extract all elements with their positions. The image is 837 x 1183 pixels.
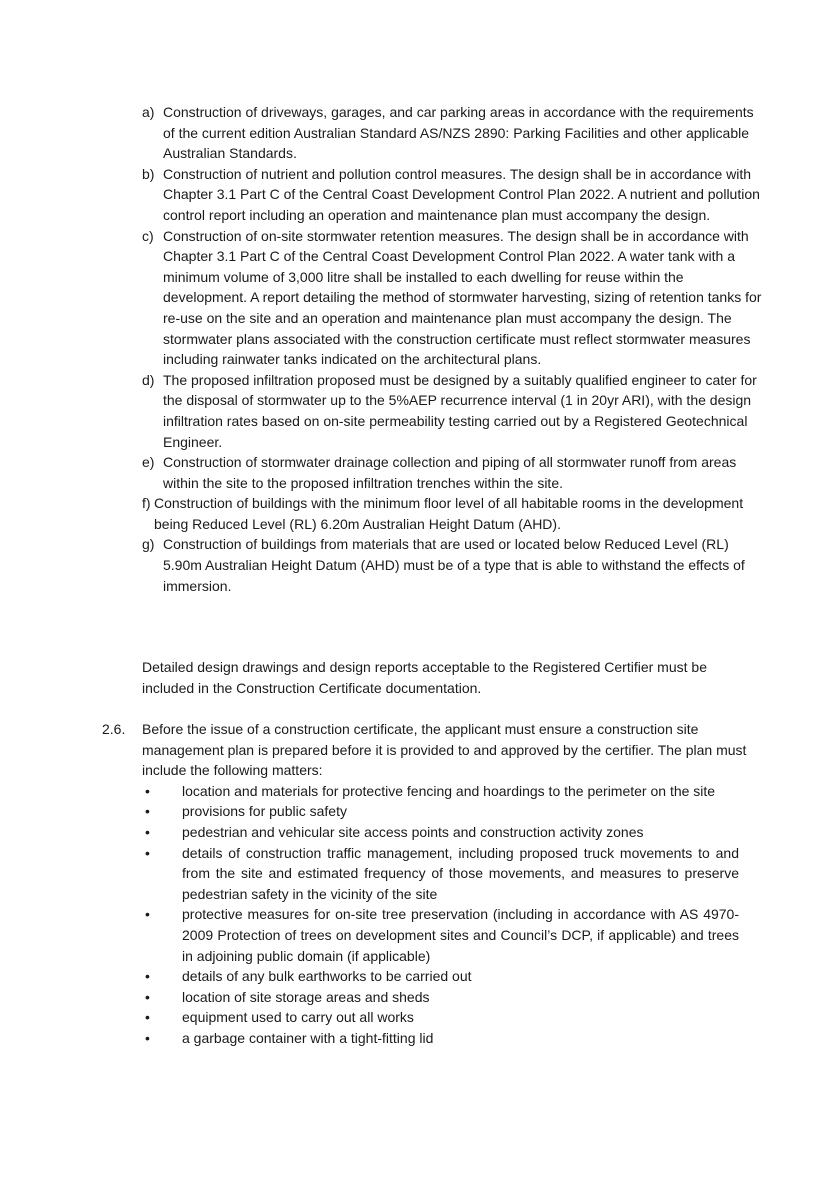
condition-item-b: [142, 164, 762, 226]
condition-text: Construction of on-site stormwater retention measures. The design shall be in accordance with Chapter 3.1 Part C of the Central Coast Development Control Plan 2022. A water tank with a minimum volume of 3,000 litre shall be installed to each dwelling for reuse within the development. A report detailing the method of stormwater harvesting, sizing of retention tanks for re-use on the site and an operation and maintenance plan must accompany the design. The stormwater plans associated with the construction certificate must reflect stormwater measures including rainwater tanks indicated on the architectural plans.: [163, 227, 762, 368]
condition-text: Construction of driveways, garages, and car parking areas in accordance with the requirements of the current edition Australian Standard AS/NZS 2890: Parking Facilities and other applicable Australian Standards.: [163, 104, 754, 162]
bullet-icon: •: [145, 988, 150, 1005]
list-item: [142, 987, 739, 1008]
design-note-paragraph: Detailed design drawings and design reports acceptable to the Registered Certifier must be included in the Construction Certificate documentation.: [142, 659, 707, 696]
condition-item-c: [142, 226, 762, 370]
condition-marker: b): [142, 165, 155, 182]
condition-marker: a): [142, 104, 155, 120]
bullet-icon: •: [145, 1009, 150, 1026]
condition-marker: g): [142, 536, 155, 553]
condition-item-e: [142, 452, 762, 493]
condition-text: Construction of nutrient and pollution control measures. The design shall be in accordance with Chapter 3.1 Part C of the Central Coast Development Control Plan 2022. A nutrient and pollution control report including an operation and maintenance plan must accompany the design.: [163, 165, 760, 223]
condition-item-a: [142, 102, 762, 164]
condition-text: Construction of buildings with the minimum floor level of all habitable rooms in the development being Reduced Level (RL) 6.20m Australian Height Datum (AHD).: [154, 495, 744, 532]
bullet-icon: •: [145, 782, 150, 799]
bullet-icon: •: [145, 1029, 150, 1046]
list-item-text: location of site storage areas and sheds: [182, 988, 430, 1005]
list-item-text: details of any bulk earthworks to be carried out: [182, 968, 472, 985]
list-item: [142, 966, 739, 987]
list-item: [142, 904, 739, 966]
condition-marker: d): [142, 371, 155, 388]
list-item: [142, 822, 739, 843]
condition-item-g: [142, 534, 762, 596]
list-item: [142, 801, 739, 822]
list-item: [142, 1007, 739, 1028]
matters-list: [142, 781, 762, 1049]
list-item-text: location and materials for protective fencing and hoardings to the perimeter on the site: [182, 782, 716, 799]
bullet-icon: •: [145, 803, 150, 820]
list-item: [142, 781, 739, 802]
condition-marker: c): [142, 227, 154, 244]
bullet-icon: •: [145, 823, 150, 840]
condition-text: Construction of buildings from materials that are used or located below Reduced Level (RL) 5.90m Australian Height Datum (AHD) must be of a type that is able to withstand the effects of immersion.: [163, 536, 745, 594]
section-2-6: [102, 719, 762, 1049]
list-item-text: equipment used to carry out all works: [182, 1009, 414, 1026]
list-item: [142, 843, 739, 905]
list-item-text: a garbage container with a tight-fitting lid: [182, 1029, 434, 1046]
list-item: [142, 1028, 739, 1049]
conditions-list: [142, 102, 762, 596]
section-intro: Before the issue of a construction certificate, the applicant must ensure a construction site management plan is prepared before it is provided to and approved by the certifier. The plan must include the following matters:: [142, 721, 747, 779]
bullet-icon: •: [145, 844, 150, 861]
list-item-text: details of construction traffic management, including proposed truck movements to and from the site and estimated frequency of those movements, and measures to preserve pedestrian safety in the vicinity of the site: [182, 844, 739, 902]
condition-text: Construction of stormwater drainage collection and piping of all stormwater runoff from areas within the site to the proposed infiltration trenches within the site.: [163, 454, 737, 491]
condition-item-d: [142, 370, 762, 452]
condition-item-f: [142, 493, 762, 534]
section-number: 2.6.: [102, 721, 126, 737]
bullet-icon: •: [145, 968, 150, 985]
list-item-text: pedestrian and vehicular site access points and construction activity zones: [182, 823, 644, 840]
list-item-text: protective measures for on-site tree preservation (including in accordance with AS 4970-2009 Protection of trees on development sites and Council’s DCP, if applicable) and trees in adjoining public domain (if applicable): [182, 906, 739, 964]
condition-marker: f): [142, 495, 151, 512]
list-item-text: provisions for public safety: [182, 803, 347, 820]
condition-text: The proposed infiltration proposed must be designed by a suitably qualified engineer to cater for the disposal of stormwater up to the 5%AEP recurrence interval (1 in 20yr ARI), with the design infiltration rates based on on-site permeability testing carried out by a Registered Geotechnical Engineer.: [163, 371, 757, 450]
condition-marker: e): [142, 454, 155, 471]
bullet-icon: •: [145, 906, 150, 923]
